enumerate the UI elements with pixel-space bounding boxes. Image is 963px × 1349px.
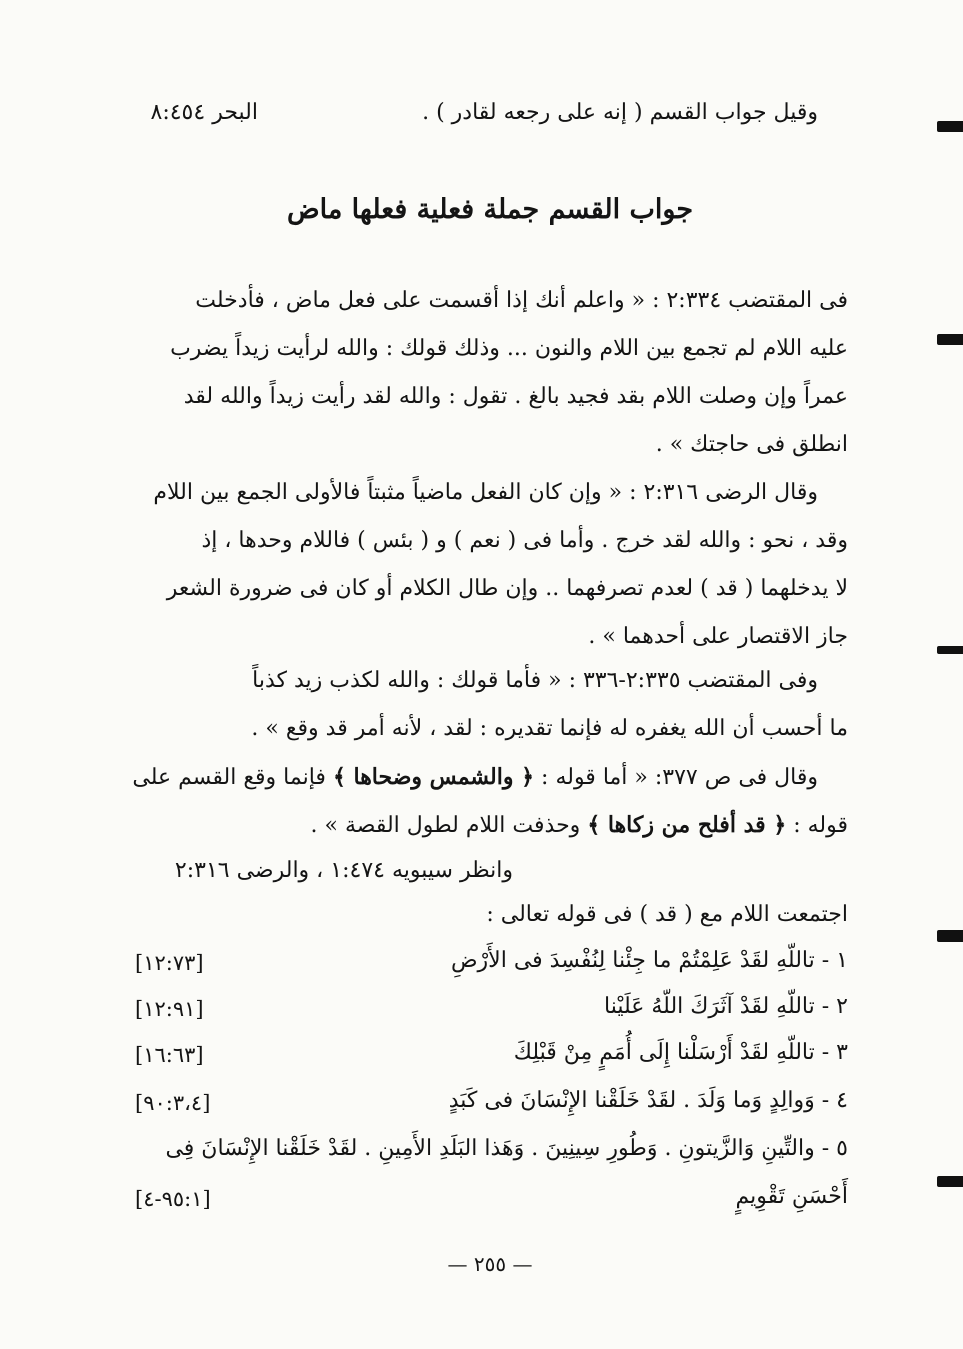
edge-tab-mark: [937, 646, 963, 654]
edge-tab-mark: [937, 334, 963, 345]
quran-quote: ﴿ والشمس وضحاها ﴾: [332, 764, 535, 790]
verse-line: ٥ - والتِّينِ وَالزَّيتونِ . وَطُورِ سِينِينَ . وَهَذا البَلَدِ الأَمِينِ . لقَدْ خَلَقْنا الإِنْسَانَ فِى: [165, 1136, 848, 1161]
edge-tab-mark: [937, 930, 963, 942]
verse-reference: [١٢:٧٣]: [135, 951, 204, 975]
verse-reference: [١٦:٦٣]: [135, 1043, 204, 1067]
body-line: جاز الاقتصار على أحدهما » .: [588, 624, 848, 649]
section-title: جواب القسم جملة فعلية فعلها ماض: [286, 194, 694, 225]
body-line: وقد ، نحو : والله لقد خرج . وأما فى ( نعم ) و ( بئس ) فاللام وحدها ، إذ: [201, 528, 848, 553]
body-line: انطلق فى حاجتك » .: [655, 432, 848, 457]
header-source: البحر ٨:٤٥٤: [150, 100, 258, 125]
verse-reference: [٩٠:٣،٤]: [135, 1091, 211, 1115]
body-line: وقال الرضى ٢:٣١٦ : « وإن كان الفعل ماضياً مثبتاً فالأولى الجمع بين اللام: [153, 480, 818, 505]
verse-line: ٤ - وَوالِدٍ وَما وَلَدَ . لقَدْ خَلَقْنا الإِنْسَانَ فى كَبَدٍ: [448, 1088, 848, 1113]
verse-line: ١ - تاللّهِ لقَدْ عَلِمْتُمْ ما جِئْنا لِنُفْسِدَ فى الأَرْضِ: [450, 948, 848, 973]
verse-reference: [١٢:٩١]: [135, 997, 204, 1021]
edge-tab-mark: [937, 1176, 963, 1187]
quran-quote: ﴿ قد أفلح من زكاها ﴾: [587, 812, 787, 838]
verse-line: ٢ - تاللّهِ لقَدْ آثَرَكَ اللّهُ عَلَيْنا: [604, 994, 848, 1019]
body-line: ما أحسب أن الله يغفره له فإنما تقديره : لقد ، لأنه أمر قد وقع » .: [251, 716, 848, 741]
header-quote: وقيل جواب القسم ( إنه على رجعه لقادر ) .: [422, 100, 818, 125]
verse-line: أَحْسَنِ تَقْوِيمٍ: [735, 1184, 848, 1209]
text-segment: وحذفت اللام لطول القصة » .: [310, 813, 588, 838]
body-line: [311, 810, 848, 841]
page-number: — ٢٥٥ —: [447, 1252, 533, 1276]
text-segment: فإنما وقع القسم على: [132, 765, 333, 790]
verses-intro: اجتمعت اللام مع ( قد ) فى قوله تعالى :: [486, 902, 848, 927]
verse-line: ٣ - تاللّهِ لقَدْ أَرْسَلْنا إِلَى أُمَمٍ مِنْ قَبْلِكَ: [513, 1040, 848, 1065]
body-line: فى المقتضب ٢:٣٣٤ : « واعلم أنك إذا أقسمت على فعل ماض ، فأدخلت: [195, 288, 848, 313]
see-also-line: وانظر سيبويه ١:٤٧٤ ، والرضى ٢:٣١٦: [174, 858, 513, 883]
body-line: عليه اللام لم تجمع بين اللام والنون ... وذلك قولك : والله لرأيت زيداً يضرب: [170, 336, 848, 361]
verse-reference: [٩٥:١-٤]: [135, 1187, 211, 1211]
text-segment: قوله :: [786, 813, 848, 838]
body-line: عمراً وإن وصلت اللام بقد فجيد بالغ . تقول : والله لقد رأيت زيداً والله لقد: [183, 384, 848, 409]
body-line: وفى المقتضب ٢:٣٣٥-٣٣٦ : « فأما قولك : والله لكذب زيد كذباً: [252, 668, 818, 693]
body-line: لا يدخلهما ( قد ) لعدم تصرفهما .. وإن طال الكلام أو كان فى ضرورة الشعر: [166, 576, 848, 601]
text-segment: وقال فى ص ٣٧٧: « أما قوله :: [534, 765, 818, 790]
body-line: [132, 762, 818, 793]
edge-tab-mark: [937, 121, 963, 132]
